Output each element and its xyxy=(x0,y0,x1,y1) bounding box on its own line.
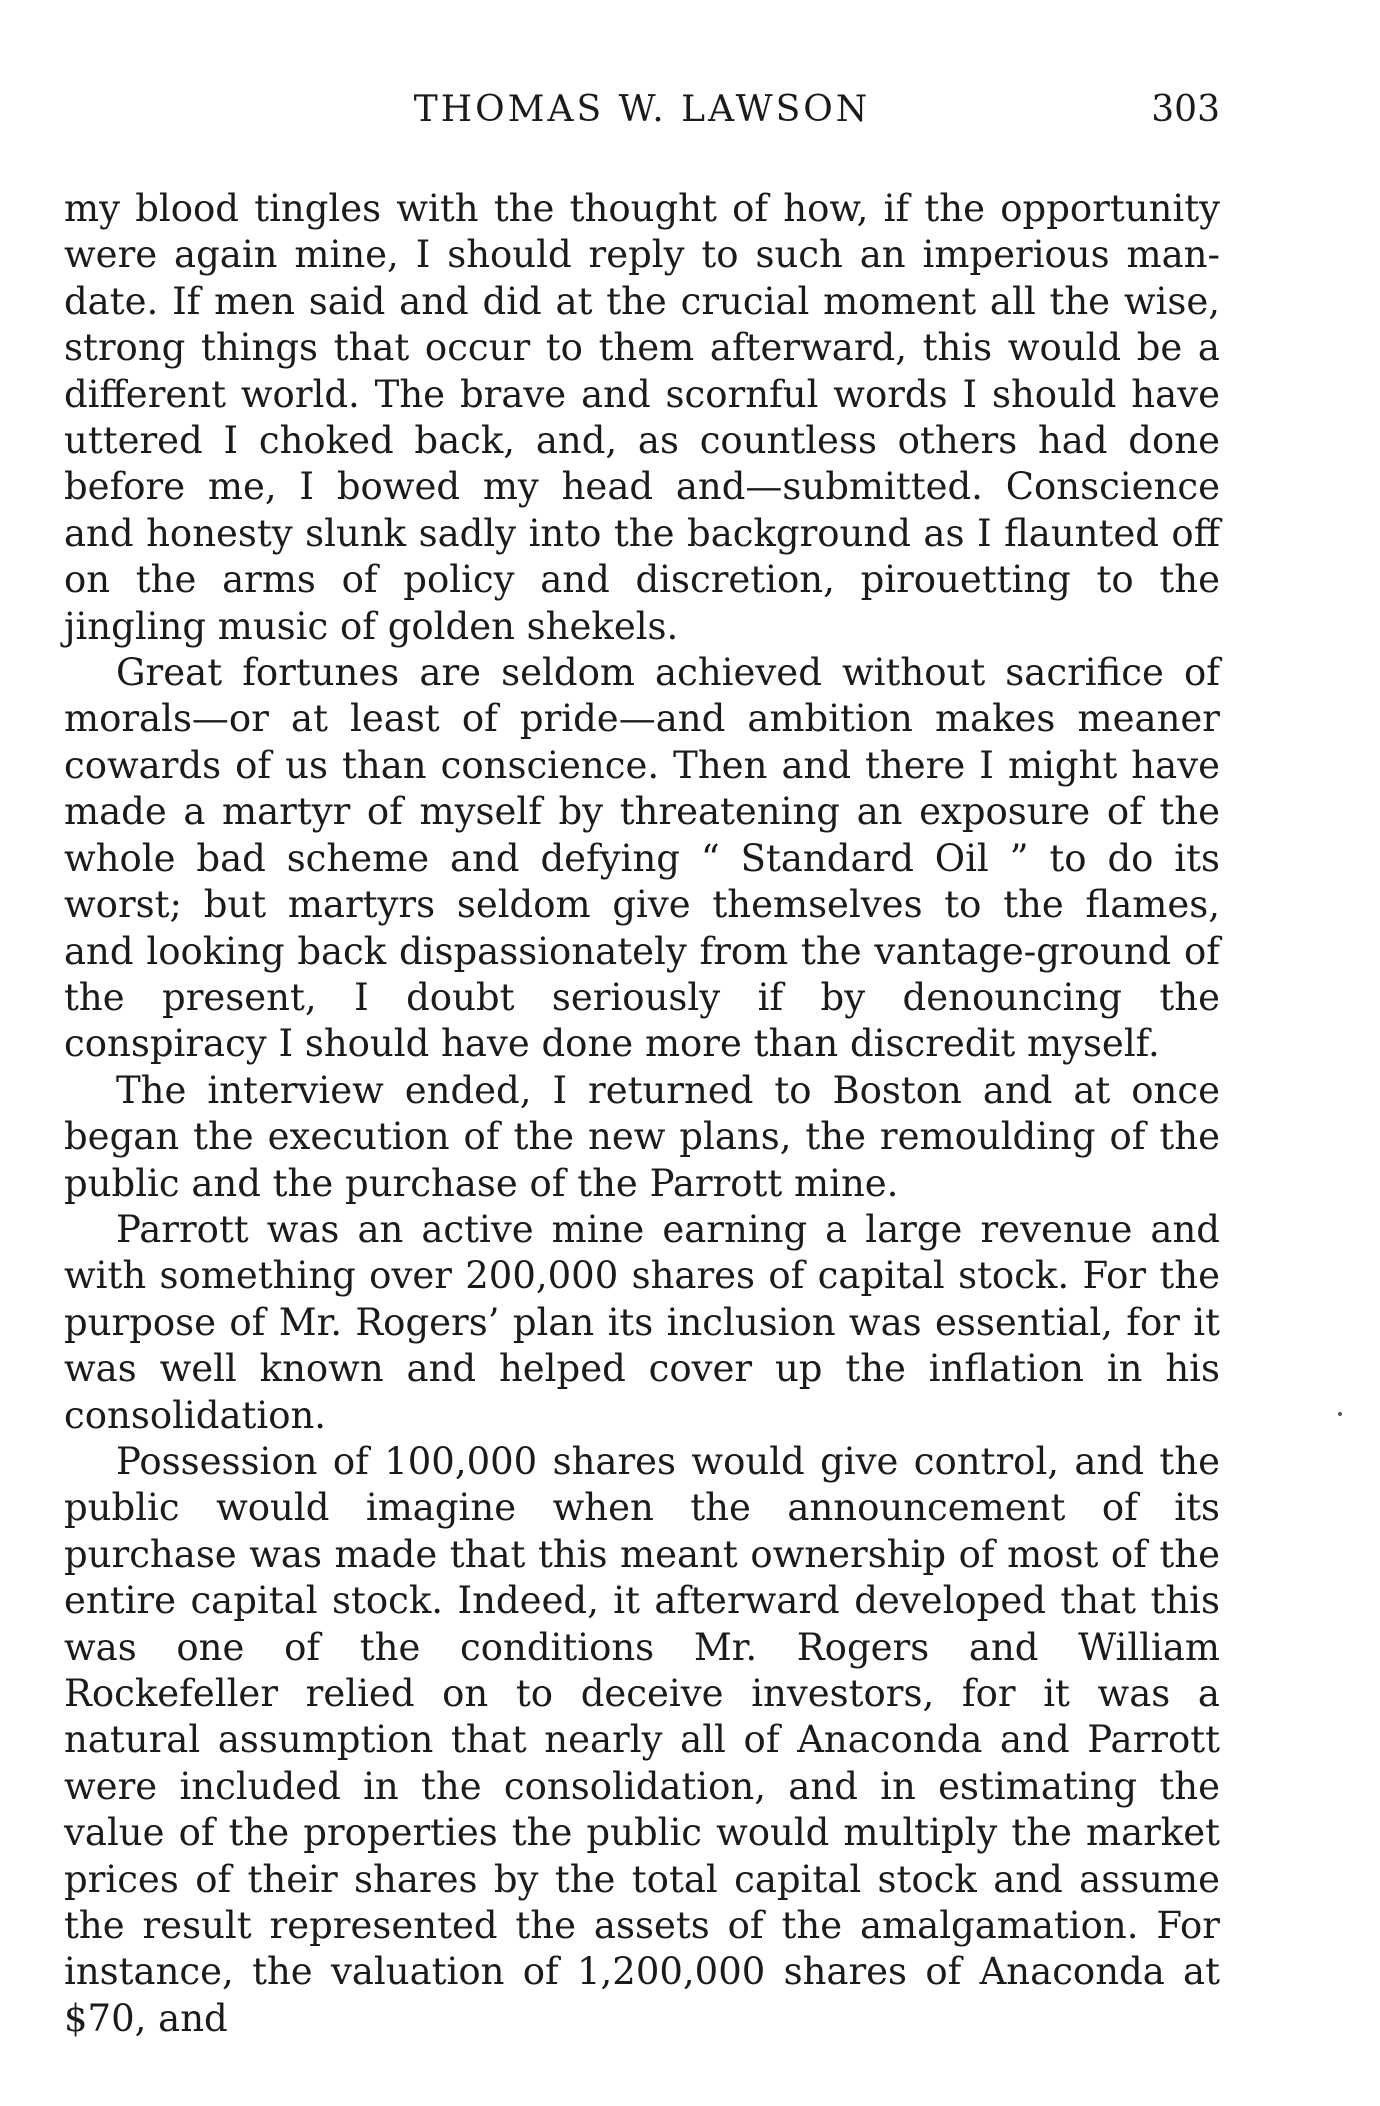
paragraph: Parrott was an active mine earning a large revenue and with something over 200,000 shares of capital stock. For the purpose of Mr. Rogers’ plan its inclusion was essential, for it was well known and helped cover up the inflation in his consolidation. xyxy=(64,1207,1220,1437)
running-head xyxy=(64,86,1220,134)
page-number: 303 xyxy=(1151,89,1220,130)
body-text xyxy=(64,186,1220,2042)
paragraph: The interview ended, I returned to Boston and at once began the execution of the new plans, the remoulding of the public and the purchase of the Parrott mine. xyxy=(64,1068,1220,1205)
running-title: THOMAS W. LAWSON xyxy=(413,89,871,130)
paper-speck xyxy=(1338,1412,1342,1416)
paragraph-continued: my blood tingles with the thought of how, if the opportunity were again mine, I should reply to such an imperious mandate. If men said and did at the crucial moment all the wise, strong things that occur to them afterward, this would be a different world. The brave and scornful words I should have uttered I choked back, and, as countless others had done before me, I bowed my head and—submitted. Conscience and honesty slunk sadly into the background as I flaunted off on the arms of policy and discretion, pirouetting to the jingling music of golden shekels. xyxy=(64,187,1220,648)
paragraph: Great fortunes are seldom achieved without sacrifice of morals—or at least of pride—and ambition makes meaner cowards of us than conscience. Then and there I might have made a martyr of myself by threatening an exposure of the whole bad scheme and defying “ Standard Oil ” to do its worst; but martyrs seldom give themselves to the flames, and looking back dispassionately from the vantage-ground of the present, I doubt seriously if by denouncing the conspiracy I should have done more than discredit myself. xyxy=(64,651,1220,1066)
paragraph: Possession of 100,000 shares would give control, and the public would imagine when the announcement of its purchase was made that this meant ownership of most of the entire capital stock. Indeed, it afterward developed that this was one of the conditions Mr. Rogers and William Rockefeller relied on to deceive investors, for it was a natural assumption that nearly all of Anaconda and Parrott were included in the consolidation, and in estimating the value of the properties the public would multiply the market prices of their shares by the total capital stock and assume the result represented the assets of the amalgamation. For instance, the valuation of 1,200,000 shares of Anaconda at $70, and xyxy=(64,1439,1220,2040)
